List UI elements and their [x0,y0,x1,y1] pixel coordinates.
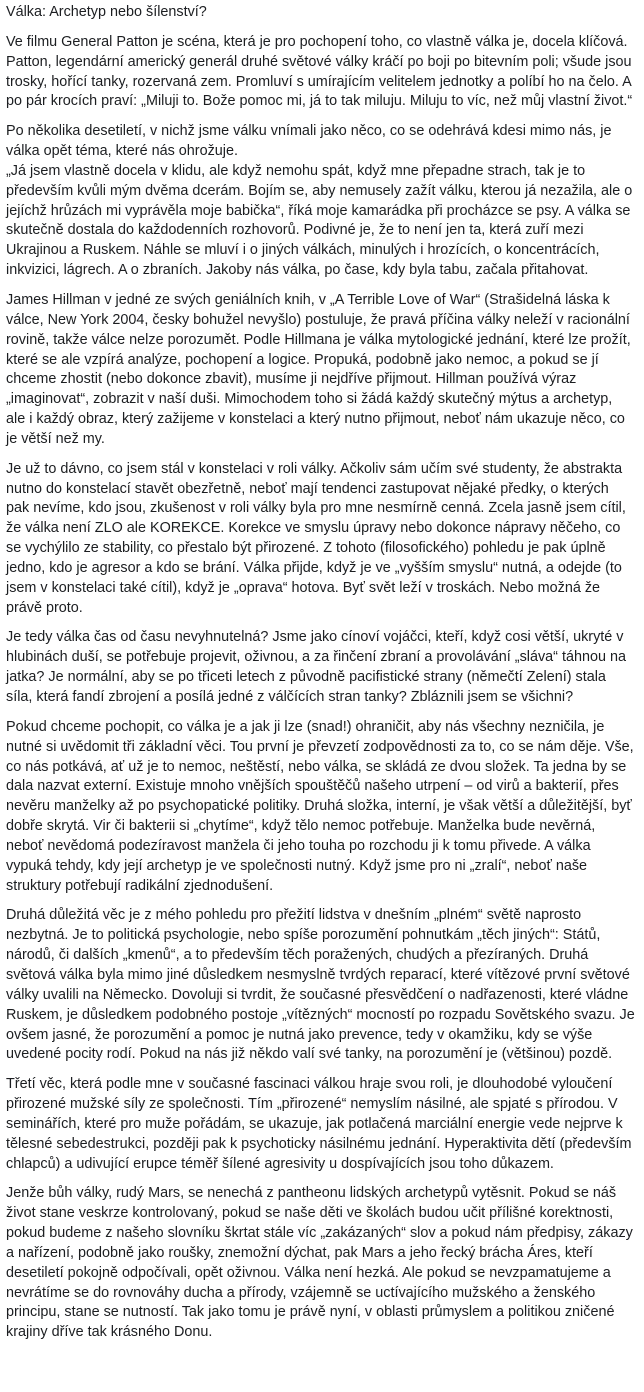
paragraph-7: Druhá důležitá věc je z mého pohledu pro přežití lidstva v dnešním „plném“ světě naprosto nezbytná. Je to politická psychologie, nebo spíše porozumění pohnutkám „těch jiných“: Států, národů, či dalších „kmenů“, a to především těch poražených, chudých a přezíraných. Druhá světová válka byla mimo jiné důsledkem nesmyslně tvrdých reparací, které vítězové první světové války uvalili na Německo. Dovoluji si tvrdit, že současné přesvědčení o nadřazenosti, které vládne Ruskem, je důsledkem podobného postoje „vítězných“ mocností po rozpadu Sovětského svazu. Je ovšem jasné, že porozumění a pomoc je nutná jako prevence, tedy v okamžiku, kdy se výše uvedené pocity rodí. Pokud na nás již někdo valí své tanky, na porozumění je (většinou) pozdě. [6,907,635,1063]
paragraph-5: Je tedy válka čas od času nevyhnutelná? Jsme jako cínoví vojáčci, kteří, když cosi větší, ukryté v hlubinách duší, se potřebuje projevit, oživnou, a za řinčení zbraní a provolávání „sláva“ táhnou na jatka? Je normální, aby se po třiceti letech z původně pacifistické strany (němečtí Zelení) stala síla, která fandí zbrojení a posílá jedné z válčících stran tanky? Zbláznili jsem se všichni? [6,629,626,705]
paragraph-4: Je už to dávno, co jsem stál v konstelaci v roli války. Ačkoliv sám učím své studenty, že abstrakta nutno do konstelací stavět obezřetně, neboť mají tendenci zastupovat nějaké předky, o kterých pak nevíme, kdo jsou, zkušenost v roli války byla pro mne nesmírně cenná. Zcela jasně jsem cítil, že válka není ZLO ale KOREKCE. Korekce ve smyslu úpravy nebo dokonce nápravy něčeho, co se vychýlilo ze stability, co přestalo být přirozené. Z tohoto (filosofického) pohledu je pak úplně jedno, kdo je agresor a kdo se brání. Válka přijde, když je ve „vyšším smyslu“ nutná, a odejde (to jsem v konstelaci také cítil), když je „oprava“ hotova. Byť svět leží v troskách. Nebo možná že právě proto. [6,460,626,616]
paragraph-6: Pokud chceme pochopit, co válka je a jak ji lze (snad!) ohraničit, aby nás všechny nezničila, je nutné si uvědomit tři základní věci. Tou první je převzetí zodpovědnosti za to, co se nám děje. Vše, co nás potkává, ať už je to nemoc, neštěstí, nebo válka, se skládá ze dvou složek. Ta jedna by se dala nazvat externí. Existuje mnoho vnějších spouštěčů našeho utrpení – od virů a bakterií, přes nevěru manželky až po psychopatické politiky. Druhá složka, interní, je však větší a důležitější, byť dobře skrytá. Vir či bakterii si „chytíme“, když tělo nemoc potřebuje. Manželka bude nevěrná, neboť nevědomá podezíravost manžela či jeho touha po rozchodu ji k tomu přivede. A válka vypuká tehdy, kdy její archetyp je ve společnosti nutný. Když jsme pro ni „zralí“, neboť naše struktury potřebují radikální zjednodušení. [6,718,634,894]
post-title: Válka: Archetyp nebo šílenství? [6,4,207,20]
post-body [6,33,635,1343]
paragraph-1: Ve filmu General Patton je scéna, která je pro pochopení toho, co vlastně válka je, docela klíčová. Patton, legendární americký generál druhé světové války kráčí po boji po bitevním poli; všude jsou trosky, hořící tanky, rozervaná zem. Promluví s umírajícím velitelem jednotky a políbí ho na čelo. A po pár krocích praví: „Miluji to. Bože pomoc mi, já to tak miluju. Miluju to víc, než můj vlastní život.“ [6,33,633,110]
paragraph-2: Po několika desetiletí, v nichž jsme válku vnímali jako něco, co se odehrává kdesi mimo nás, je válka opět téma, které nás ohrožuje. „Já jsem vlastně docela v klidu, ale když nemohu spát, když mne přepadne strach, tak je to především kvůli mým dvěma dcerám. Bojím se, aby nemusely zažít válku, kterou já nezažila, ale o jejíchž hrůzách mi vyprávěla moje babička“, říká moje kamarádka při procházce se psy. A válka se skutečně dostala do každodenních rozhovorů. Podivné je, že to není jen ta, která zuří mezi Ukrajinou a Ruskem. Náhle se mluví i o jiných válkách, minulých i hrozících, o koncentrácích, inkvizici, lágrech. A o zbraních. Jakoby nás válka, po čase, kdy byla tabu, začala přitahovat. [6,123,633,279]
paragraph-8: Třetí věc, která podle mne v současné fascinaci válkou hraje svou roli, je dlouhodobé vyloučení přirozené mužské síly ze společnosti. Tím „přirozené“ nemyslím násilné, ale spjaté s přírodou. V seminářích, které pro muže pořádám, se ukazuje, jak potlačená marciální energie vede nejprve k tělesné sebedestrukci, později pak k psychoticky násilnému jednání. Hyperaktivita dětí (především chlapců) a udivující erupce téměř šílené agresivity u dospívajících jsou toho důkazem. [6,1076,632,1172]
paragraph-9: Jenže bůh války, rudý Mars, se nenechá z pantheonu lidských archetypů vytěsnit. Pokud se náš život stane veskrze kontrolovaný, pokud se naše děti ve školách budou učit přílišné korektnosti, pokud budeme z našeho slovníku škrtat stále víc „zakázaných“ slov a pokud nám předpisy, zákazy a nařízení, podobně jako roušky, znemožní dýchat, pak Mars a jeho řecký brácha Áres, kteří desetiletí pokojně odpočívali, opět oživnou. Válka není hezká. Ale pokud se nevzpamatujeme a nevrátíme se do rovnováhy ducha a přírody, vzájemně se uctívajícího mužského a ženského principu, stane se nutností. Tak jako tomu je právě nyní, v oblasti průmyslem a politikou zničené krajiny dříve tak krásného Donu. [6,1185,633,1341]
paragraph-3: James Hillman v jedné ze svých geniálních knih, v „A Terrible Love of War“ (Strašidelná láska k válce, New York 2004, česky bohužel nevyšlo) postuluje, že pravá příčina války neleží v racionální rovině, takže válce nelze porozumět. Podle Hillmana je válka mytologické jednání, které lze prožít, které se ale vzpírá analýze, pochopení a logice. Propuká, podobně jako nemoc, a pokud se jí chceme zhostit (nebo dokonce zbavit), musíme ji nejdříve přijmout. Hillman používá výraz „imaginovat“, zobrazit v naší duši. Mimochodem toho si žádá každý skutečný mýtus a archetyp, ale i každý obraz, který zažijeme v konstelaci a který nutno přijmout, neboť nám ukazuje něco, co je větší než my. [6,291,631,447]
